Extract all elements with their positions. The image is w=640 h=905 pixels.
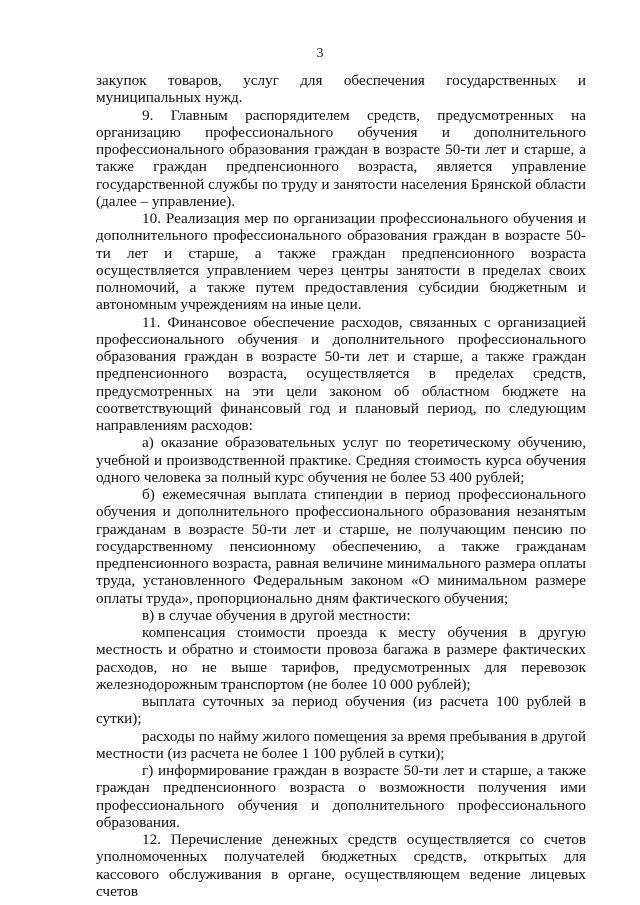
paragraph-continuation: закупок товаров, услуг для обеспечения государственных и муниципальных нужд. (96, 72, 586, 107)
paragraph-12: 12. Перечисление денежных средств осуществляется со счетов уполномоченных получателей бюджетных средств, открытых для кассового обслуживания в органе, осуществляющем ведение лицевых счетов (96, 831, 586, 900)
paragraph-11-c-housing: расходы по найму жилого помещения за время пребывания в другой местности (из расчета не более 1 100 рублей в сутки); (96, 727, 586, 762)
paragraph-9: 9. Главным распорядителем средств, предусмотренных на организацию профессионального обучения и дополнительного профессионального образования граждан в возрасте 50-ти лет и старше, а также граждан предпенсионного возраста, является управление государственной службы по труду и занятости населения Брянской области (далее – управление). (96, 106, 586, 210)
document-body (96, 72, 586, 900)
paragraph-11: 11. Финансовое обеспечение расходов, связанных с организацией профессионального обучения и дополнительного профессионального образования граждан в возрасте 50-ти лет и старше, а также граждан предпенсионного возраста, осуществляется в пределах средств, предусмотренных на эти цели законом об областном бюджете на соответствующий финансовый год и плановый период, по следующим направлениям расходов: (96, 313, 586, 434)
paragraph-11-b: б) ежемесячная выплата стипендии в период профессионального обучения и дополнительного профессионального образования незанятым гражданам в возрасте 50-ти лет и старше, не получающим пенсию по государственному пенсионному обеспечению, а также гражданам предпенсионного возраста, равная величине минимального размера оплаты труда, установленного Федеральным законом «О минимальном размере оплаты труда», пропорционально дням фактического обучения; (96, 486, 586, 607)
paragraph-11-c: в) в случае обучения в другой местности: (142, 606, 411, 624)
paragraph-11-c-daily: выплата суточных за период обучения (из расчета 100 рублей в сутки); (96, 693, 586, 728)
paragraph-10: 10. Реализация мер по организации профессионального обучения и дополнительного профессионального образования граждан в возрасте 50-ти лет и старше, а также граждан предпенсионного возраста осуществляется управлением через центры занятости в пределах своих полномочий, а также путем предоставления субсидии бюджетным и автономным учреждениям на иные цели. (96, 210, 586, 314)
paragraph-11-a: а) оказание образовательных услуг по теоретическому обучению, учебной и производственной практике. Средняя стоимость курса обучения одного человека за полный курс обучения не более 53 400 рублей; (96, 434, 586, 486)
paragraph-11-c-travel: компенсация стоимости проезда к месту обучения в другую местность и обратно и стоимости провоза багажа в размере фактических расходов, но не выше тарифов, предусмотренных для перевозок железнодорожным транспортом (не более 10 000 рублей); (96, 624, 586, 693)
page-number: 3 (316, 46, 324, 61)
paragraph-11-d: г) информирование граждан в возрасте 50-ти лет и старше, а также граждан предпенсионного возраста о возможности получения ими профессионального обучения и дополнительного профессионального образования. (96, 762, 586, 831)
